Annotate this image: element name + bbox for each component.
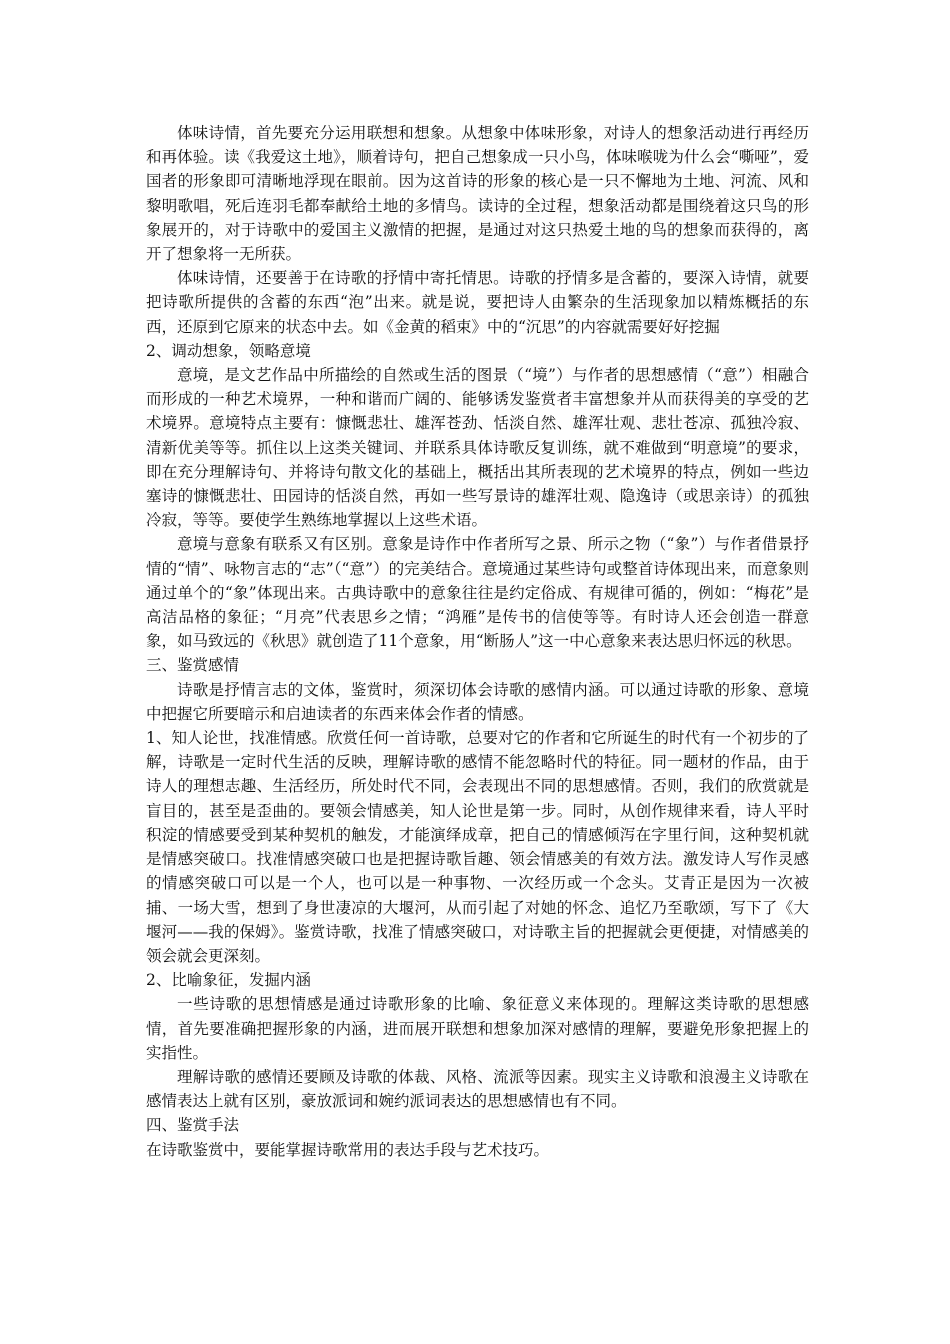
paragraph-conception-vs-imagery: 意境与意象有联系又有区别。意象是诗作中作者所写之景、所示之物（“象”）与作者借景抒情的“情”、咏物言志的“志”（“意”）的完美结合。意境通过某些诗句或整首诗体现出来，而意象则通过单个的“象”体现出来。古典诗歌中的意象往往是约定俗成、有规律可循的，例如：“梅花”是高洁品格的象征；“月亮”代表思乡之情；“鸿雁”是传书的信使等等。有时诗人还会创造一群意象，如马致远的《秋思》就创造了11个意象，用“断肠人”这一中心意象来表达思归怀远的秋思。 (146, 535, 809, 651)
section-heading-appreciate-emotion: 三、鉴赏感情 (146, 656, 240, 675)
paragraph-techniques-intro: 在诗歌鉴赏中，要能掌握诗歌常用的表达手段与艺术技巧。 (146, 1140, 550, 1159)
paragraph-imagination: 体味诗情，首先要充分运用联想和想象。从想象中体味形象，对诗人的想象活动进行再经历和再体验。读《我爱这土地》，顺着诗句，把自己想象成一只小鸟，体味喉咙为什么会“嘶哑”，爱国者的形象即可清晰地浮现在眼前。因为这首诗的形象的核心是一只不懈地为土地、河流、风和黎明歌唱，死后连羽毛都奉献给土地的多情鸟。读诗的全过程，想象活动都是围绕着这只鸟的形象展开的，对于诗歌中的爱国主义激情的把握，是通过对这只热爱土地的鸟的想象而获得的，离开了想象将一无所获。 (146, 124, 809, 264)
subheading-metaphor-symbol: 2、比喻象征，发掘内涵 (146, 971, 311, 990)
paragraph-lyric-emotion: 体味诗情，还要善于在诗歌的抒情中寄托情思。诗歌的抒情多是含蓄的，要深入诗情，就要把诗歌所提供的含蓄的东西“泡”出来。就是说，要把诗人由繁杂的生活现象加以精炼概括的东西，还原到它原来的状态中去。如《金黄的稻束》中的“沉思”的内容就需要好好挖掘 (146, 269, 809, 336)
paragraph-genre-style: 理解诗歌的感情还要顾及诗歌的体裁、风格、流派等因素。现实主义诗歌和浪漫主义诗歌在感情表达上就有区别，豪放派词和婉约派词表达的思想感情也有不同。 (146, 1067, 809, 1111)
section-heading-techniques: 四、鉴赏手法 (146, 1116, 240, 1135)
paragraph-poetry-emotion: 诗歌是抒情言志的文体，鉴赏时，须深切体会诗歌的感情内涵。可以通过诗歌的形象、意境 中把握它所要暗示和启迪读者的东西来体会作者的情感。 (146, 680, 809, 723)
paragraph-know-the-poet: 1、知人论世，找准情感。欣赏任何一首诗歌，总要对它的作者和它所诞生的时代有一个初步的了解，诗歌是一定时代生活的反映，理解诗歌的感情不能忽略时代的特征。同一题材的作品，由于诗人的理想志趣、生活经历，所处时代不同，会表现出不同的思想感情。否则，我们的欣赏就是盲目的，甚至是歪曲的。要领会情感美，知人论世是第一步。同时，从创作规律来看，诗人平时积淀的情感要受到某种契机的触发，才能演绎成章，把自己的情感倾泻在字里行间，这种契机就是情感突破口。找准情感突破口也是把握诗歌旨趣、领会情感美的有效方法。激发诗人写作灵感的情感突破口可以是一个人，也可以是一种事物、一次经历或一个念头。艾青正是因为一次被捕、一场大雪，想到了身世凄凉的大堰河，从而引起了对她的怀念、追忆乃至歌颂，写下了《大堰河——我的保姆》。鉴赏诗歌，找准了情感突破口，对诗歌主旨的把握就会更便捷，对情感美的领会就会更深刻。 (146, 729, 809, 965)
paragraph-artistic-conception: 意境，是文艺作品中所描绘的自然或生活的图景（“境”）与作者的思想感情（“意”）相融合而形成的一种艺术境界，一种和谐而广阔的、能够诱发鉴赏者丰富想象并从而获得美的享受的艺术境界。意境特点主要有：慷慨悲壮、雄浑苍劲、恬淡自然、雄浑壮观、悲壮苍凉、孤独冷寂、清新优美等等。抓住以上这类关键词、并联系具体诗歌反复训练，就不难做到“明意境”的要求，即在充分理解诗句、并将诗句散文化的基础上，概括出其所表现的艺术境界的特点，例如一些边塞诗的慷慨悲壮、田园诗的恬淡自然，再如一些写景诗的雄浑壮观、隐逸诗（或思亲诗）的孤独冷寂，等等。要使学生熟练地掌握以上这些术语。 (146, 366, 809, 530)
subheading-mobilize-imagination: 2、调动想象，领略意境 (146, 341, 311, 360)
document-body (146, 121, 809, 1162)
paragraph-metaphor-symbol: 一些诗歌的思想情感是通过诗歌形象的比喻、象征意义来体现的。理解这类诗歌的思想感情，首先要准确把握形象的内涵，进而展开联想和想象加深对感情的理解，要避免形象把握上的实指性。 (146, 995, 809, 1062)
